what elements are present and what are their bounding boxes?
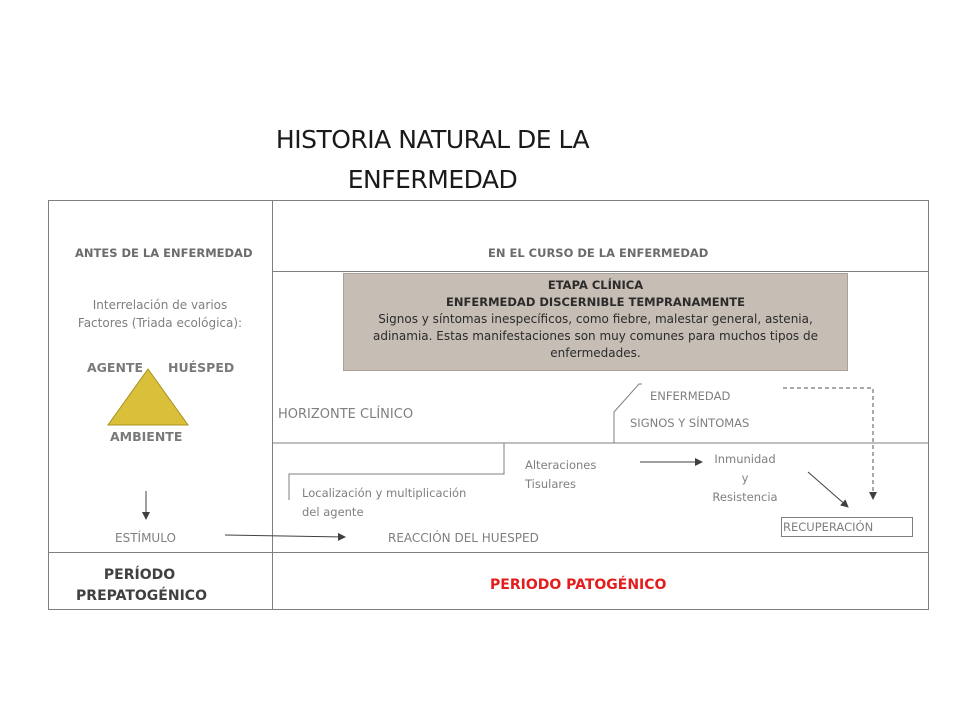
clinical-stage-title: ETAPA CLÍNICA bbox=[547, 278, 644, 292]
immunity-line-3: Resistencia bbox=[712, 490, 778, 504]
environment-label: AMBIENTE bbox=[110, 429, 183, 444]
tissue-line-1: Alteraciones bbox=[525, 458, 597, 472]
recovery-label: RECUPERACIÓN bbox=[781, 517, 913, 537]
prepathogenic-line-2: PREPATOGÉNICO bbox=[76, 588, 207, 604]
immunity-line-2: y bbox=[741, 471, 749, 485]
disease-label: ENFERMEDAD bbox=[650, 389, 731, 403]
immunity-to-recovery-arrow bbox=[808, 472, 848, 507]
agent-label: AGENTE bbox=[87, 360, 143, 375]
immunity-line-1: Inmunidad bbox=[714, 452, 776, 466]
title-line-2: ENFERMEDAD bbox=[347, 165, 518, 194]
header-during-disease: EN EL CURSO DE LA ENFERMEDAD bbox=[488, 246, 709, 260]
clinical-stage-subtitle: ENFERMEDAD DISCERNIBLE TEMPRANAMENTE bbox=[446, 295, 745, 309]
clinical-stage-description: Signos y síntomas inespecíficos, como fiebre, malestar general, astenia, adinamia. Estas manifestaciones son muy comunes para muchos tipos de enfermedades. bbox=[372, 312, 818, 360]
interrelation-line-2: Factores (Triada ecológica): bbox=[77, 316, 243, 330]
stimulus-label: ESTÍMULO bbox=[115, 531, 176, 545]
prepathogenic-period-label bbox=[62, 565, 232, 607]
dashed-arrow-head bbox=[869, 492, 877, 500]
host-label: HUÉSPED bbox=[168, 360, 235, 375]
title-line-1: HISTORIA NATURAL DE LA bbox=[275, 125, 590, 154]
localization-line-1: Localización y multiplicación bbox=[302, 486, 467, 500]
host-reaction-label: REACCIÓN DEL HUESPED bbox=[388, 531, 539, 545]
stimulus-to-reaction-arrow bbox=[225, 535, 345, 537]
localization-line-2: del agente bbox=[302, 505, 364, 519]
prepathogenic-line-1: PERÍODO bbox=[103, 567, 176, 583]
tissue-line-2: Tisulares bbox=[525, 477, 576, 491]
interrelation-line-1: Interrelación de varios bbox=[92, 298, 228, 312]
clinical-horizon-label: HORIZONTE CLÍNICO bbox=[278, 407, 414, 422]
signs-symptoms-label: SIGNOS Y SÍNTOMAS bbox=[630, 416, 750, 430]
progression-step-line bbox=[289, 384, 642, 500]
header-before-disease: ANTES DE LA ENFERMEDAD bbox=[75, 246, 253, 260]
pathogenic-period-label: PERIODO PATOGÉNICO bbox=[490, 577, 667, 593]
